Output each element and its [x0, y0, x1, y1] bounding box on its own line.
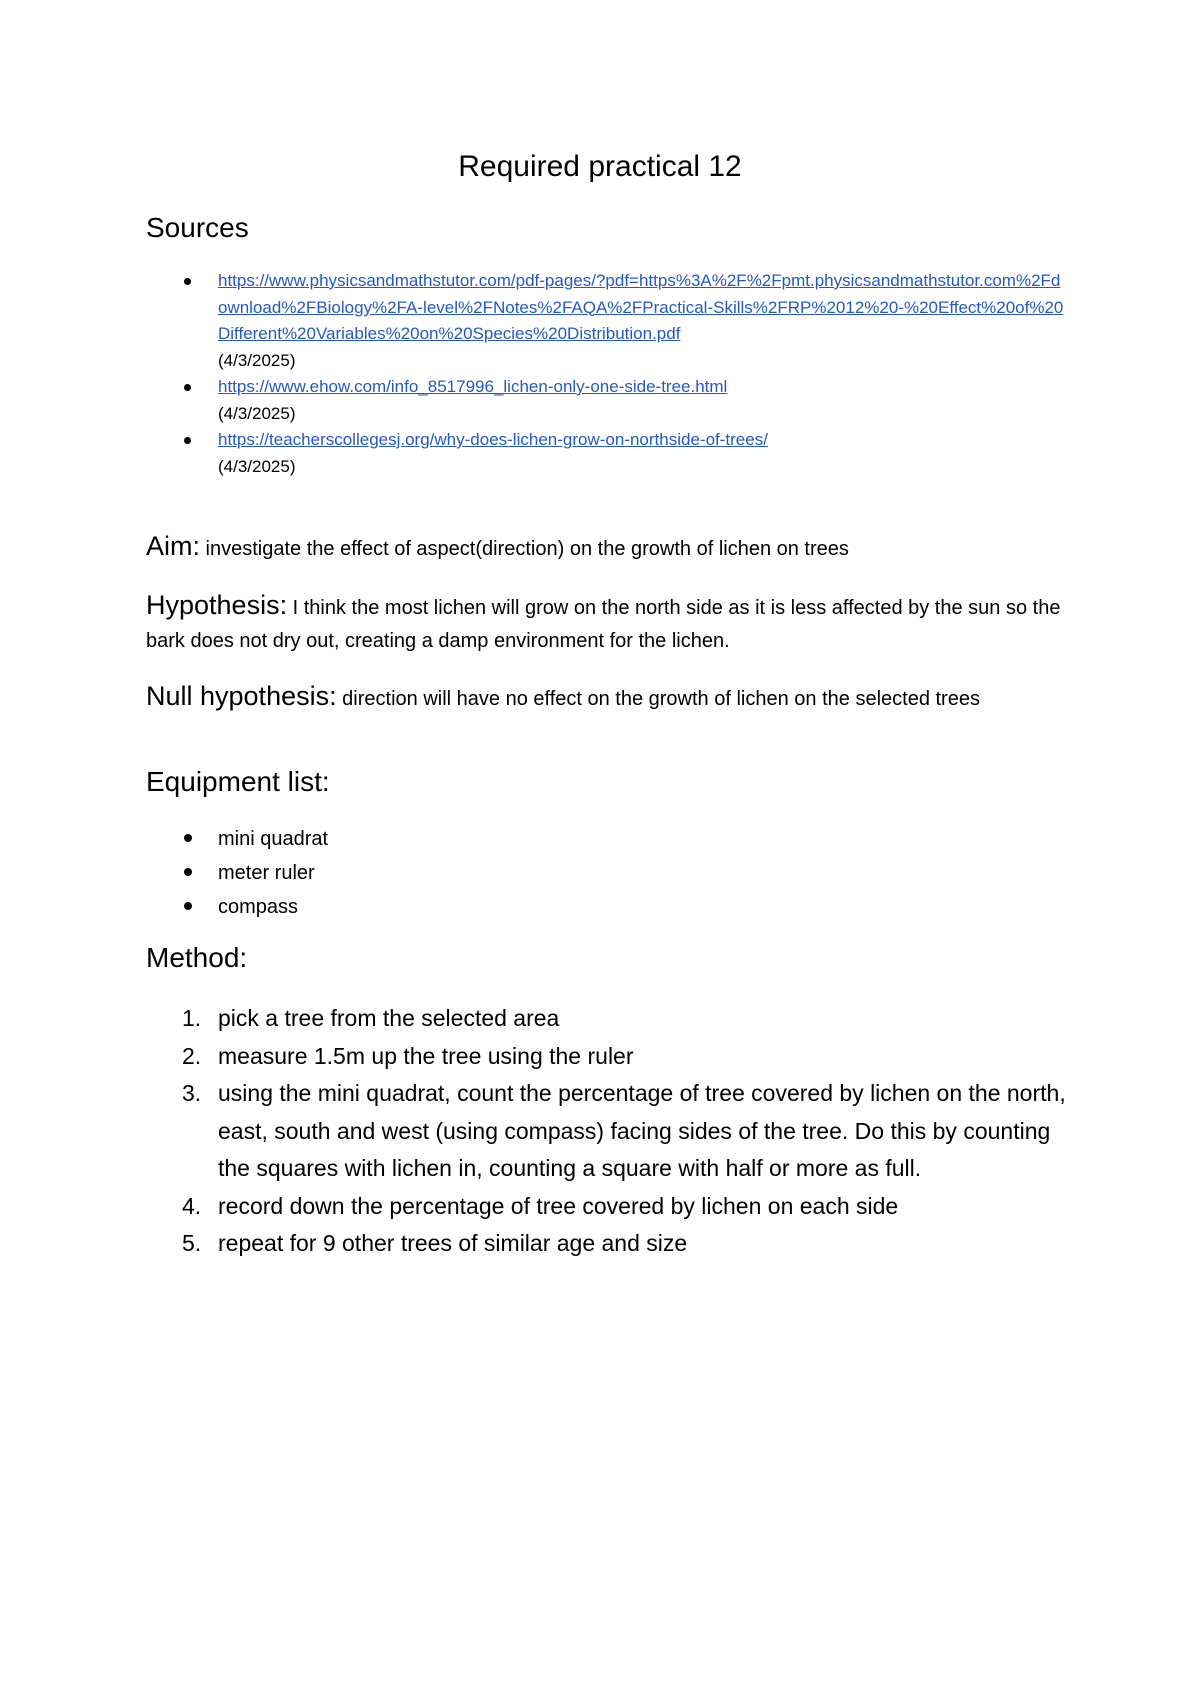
bullet-icon: [184, 868, 192, 876]
source-link[interactable]: https://teacherscollegesj.org/why-does-lichen-grow-on-northside-of-trees/: [218, 430, 768, 449]
bullet-icon: [184, 902, 192, 910]
source-date: (4/3/2025): [218, 403, 296, 423]
null-hypothesis-paragraph: [146, 680, 1076, 716]
equipment-item-text: mini quadrat: [218, 828, 329, 850]
step-text: using the mini quadrat, count the percentage of tree covered by lichen on the north, east, south and west (using compass) facing sides of the tree. Do this by counting the squares with lichen in, counting a square with half or more as full.: [218, 1080, 1066, 1181]
source-item: [146, 427, 1066, 480]
step-number: 1.: [182, 1005, 202, 1031]
equipment-list: [146, 822, 328, 924]
method-step: [146, 1000, 1066, 1038]
step-number: 3.: [182, 1080, 202, 1106]
bullet-icon: [184, 437, 191, 444]
null-hypothesis-label: Null hypothesis:: [146, 681, 337, 711]
hypothesis-label: Hypothesis:: [146, 590, 288, 620]
equipment-item-text: compass: [218, 896, 299, 918]
source-date: (4/3/2025): [218, 350, 296, 370]
step-text: repeat for 9 other trees of similar age and size: [218, 1230, 688, 1256]
equipment-item: [146, 856, 328, 890]
step-text: measure 1.5m up the tree using the ruler: [218, 1042, 634, 1069]
sources-heading: Sources: [146, 212, 249, 243]
equipment-item-text: meter ruler: [218, 862, 315, 884]
step-text: record down the percentage of tree covered by lichen on each side: [218, 1192, 899, 1219]
equipment-heading: Equipment list:: [146, 766, 330, 797]
hypothesis-paragraph: [146, 589, 1076, 658]
step-number: 2.: [182, 1042, 202, 1069]
source-date: (4/3/2025): [218, 456, 296, 476]
page-title: Required practical 12: [458, 150, 742, 183]
method-list: [146, 1000, 1066, 1263]
method-step: [146, 1225, 1066, 1263]
bullet-icon: [184, 278, 191, 285]
hypothesis-text: I think the most lichen will grow on the north side as it is less affected by the sun so the bark does not dry out, creating a damp environment for the lichen.: [146, 597, 1061, 652]
step-number: 4.: [182, 1192, 202, 1219]
method-step: [146, 1075, 1066, 1188]
bullet-icon: [184, 384, 191, 391]
equipment-item: [146, 822, 328, 856]
bullet-icon: [184, 834, 192, 842]
aim-paragraph: [146, 530, 1076, 566]
source-item: [146, 268, 1066, 374]
equipment-item: [146, 890, 328, 924]
source-link[interactable]: https://www.physicsandmathstutor.com/pdf-pages/?pdf=https%3A%2F%2Fpmt.physicsandmathstutor.com%2Fdownload%2FBiology%2FA-level%2FNotes%2FAQA%2FPractical-Skills%2FRP%2012%20-%20Effect%20of%20Different%20Variables%20on%20Species%20Distribution.pdf: [218, 271, 1064, 343]
source-link[interactable]: https://www.ehow.com/info_8517996_lichen-only-one-side-tree.html: [218, 377, 728, 396]
aim-label: Aim:: [146, 531, 200, 561]
method-step: [146, 1188, 1066, 1226]
source-item: [146, 374, 1066, 427]
null-hypothesis-text: direction will have no effect on the growth of lichen on the selected trees: [336, 688, 980, 710]
step-number: 5.: [182, 1230, 202, 1256]
step-text: pick a tree from the selected area: [218, 1005, 560, 1031]
method-step: [146, 1038, 1066, 1076]
sources-list: [146, 268, 1066, 480]
aim-text: investigate the effect of aspect(direction) on the growth of lichen on trees: [200, 538, 849, 560]
method-heading: Method:: [146, 942, 248, 973]
